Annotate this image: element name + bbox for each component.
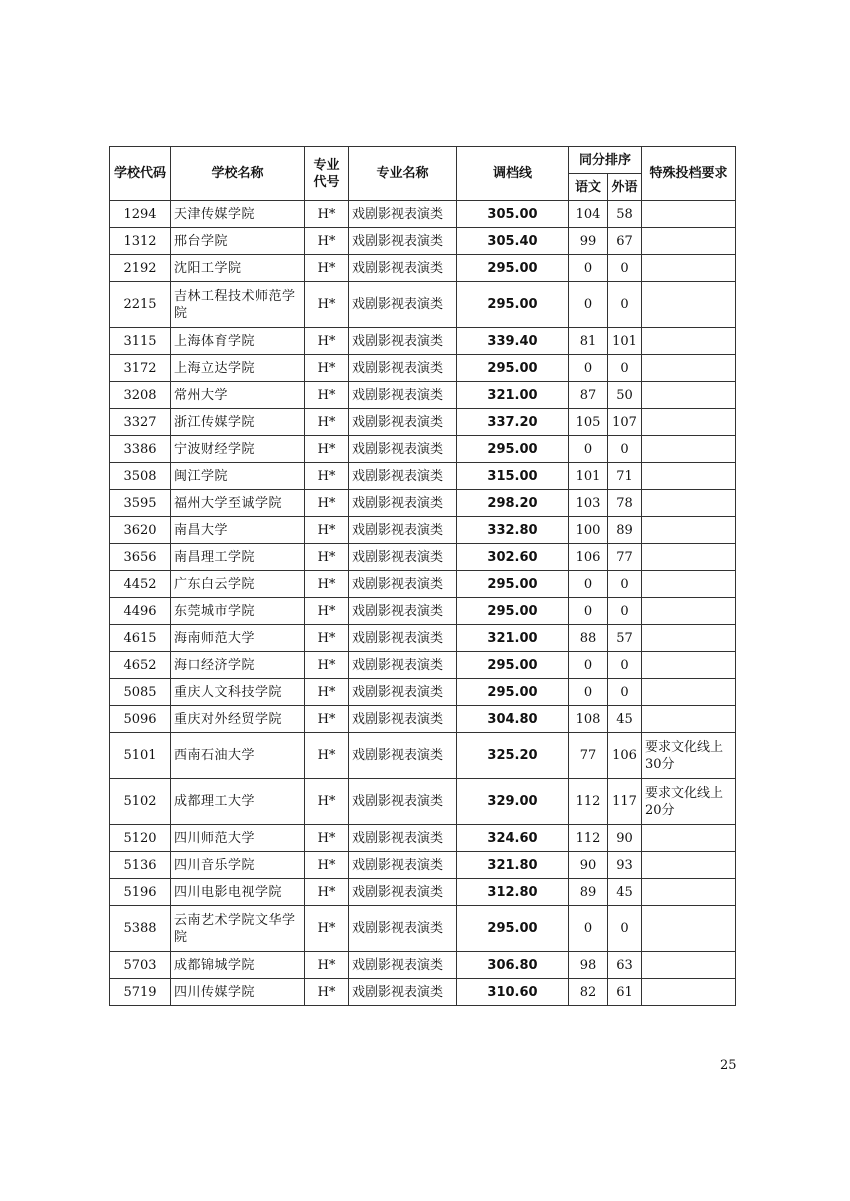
header-school-code: 学校代码 bbox=[110, 147, 171, 201]
chinese-rank-cell: 0 bbox=[569, 282, 608, 328]
school-name-cell: 吉林工程技术师范学院 bbox=[171, 282, 305, 328]
major-code-cell: H* bbox=[305, 463, 349, 490]
chinese-rank-cell: 106 bbox=[569, 544, 608, 571]
foreign-rank-cell: 0 bbox=[608, 679, 642, 706]
special-requirement-cell bbox=[642, 355, 736, 382]
special-requirement-cell: 要求文化线上20分 bbox=[642, 779, 736, 825]
special-requirement-cell bbox=[642, 825, 736, 852]
major-code-cell: H* bbox=[305, 355, 349, 382]
school-name-cell: 四川师范大学 bbox=[171, 825, 305, 852]
chinese-rank-cell: 82 bbox=[569, 979, 608, 1006]
major-name-cell: 戏剧影视表演类 bbox=[349, 906, 457, 952]
cutoff-score-cell: 305.40 bbox=[457, 228, 569, 255]
special-requirement-cell bbox=[642, 436, 736, 463]
school-name-cell: 成都理工大学 bbox=[171, 779, 305, 825]
table-row bbox=[110, 852, 736, 879]
table-row bbox=[110, 879, 736, 906]
school-code-cell: 3508 bbox=[110, 463, 171, 490]
table-row bbox=[110, 328, 736, 355]
special-requirement-cell bbox=[642, 382, 736, 409]
school-code-cell: 3595 bbox=[110, 490, 171, 517]
chinese-rank-cell: 104 bbox=[569, 201, 608, 228]
school-name-cell: 上海体育学院 bbox=[171, 328, 305, 355]
chinese-rank-cell: 98 bbox=[569, 952, 608, 979]
special-requirement-cell: 要求文化线上30分 bbox=[642, 733, 736, 779]
foreign-rank-cell: 90 bbox=[608, 825, 642, 852]
special-requirement-cell bbox=[642, 952, 736, 979]
major-name-cell: 戏剧影视表演类 bbox=[349, 463, 457, 490]
foreign-rank-cell: 0 bbox=[608, 282, 642, 328]
foreign-rank-cell: 57 bbox=[608, 625, 642, 652]
school-code-cell: 4496 bbox=[110, 598, 171, 625]
major-code-cell: H* bbox=[305, 979, 349, 1006]
table-row bbox=[110, 952, 736, 979]
cutoff-score-cell: 295.00 bbox=[457, 355, 569, 382]
table-row bbox=[110, 517, 736, 544]
school-code-cell: 1312 bbox=[110, 228, 171, 255]
major-code-cell: H* bbox=[305, 544, 349, 571]
table-row bbox=[110, 906, 736, 952]
special-requirement-cell bbox=[642, 598, 736, 625]
special-requirement-cell bbox=[642, 490, 736, 517]
major-code-cell: H* bbox=[305, 282, 349, 328]
cutoff-score-cell: 295.00 bbox=[457, 906, 569, 952]
major-name-cell: 戏剧影视表演类 bbox=[349, 852, 457, 879]
chinese-rank-cell: 77 bbox=[569, 733, 608, 779]
cutoff-score-cell: 329.00 bbox=[457, 779, 569, 825]
school-code-cell: 5085 bbox=[110, 679, 171, 706]
cutoff-score-cell: 295.00 bbox=[457, 679, 569, 706]
school-name-cell: 沈阳工学院 bbox=[171, 255, 305, 282]
special-requirement-cell bbox=[642, 409, 736, 436]
header-school-name: 学校名称 bbox=[171, 147, 305, 201]
major-code-cell: H* bbox=[305, 652, 349, 679]
school-name-cell: 西南石油大学 bbox=[171, 733, 305, 779]
major-name-cell: 戏剧影视表演类 bbox=[349, 382, 457, 409]
school-name-cell: 重庆人文科技学院 bbox=[171, 679, 305, 706]
major-name-cell: 戏剧影视表演类 bbox=[349, 979, 457, 1006]
major-code-cell: H* bbox=[305, 625, 349, 652]
foreign-rank-cell: 0 bbox=[608, 436, 642, 463]
school-code-cell: 5136 bbox=[110, 852, 171, 879]
cutoff-score-cell: 337.20 bbox=[457, 409, 569, 436]
special-requirement-cell bbox=[642, 328, 736, 355]
table-row bbox=[110, 625, 736, 652]
chinese-rank-cell: 100 bbox=[569, 517, 608, 544]
table-row bbox=[110, 490, 736, 517]
chinese-rank-cell: 90 bbox=[569, 852, 608, 879]
special-requirement-cell bbox=[642, 852, 736, 879]
major-code-cell: H* bbox=[305, 328, 349, 355]
chinese-rank-cell: 81 bbox=[569, 328, 608, 355]
school-code-cell: 5388 bbox=[110, 906, 171, 952]
major-code-cell: H* bbox=[305, 952, 349, 979]
cutoff-score-cell: 295.00 bbox=[457, 436, 569, 463]
school-code-cell: 4652 bbox=[110, 652, 171, 679]
school-code-cell: 3115 bbox=[110, 328, 171, 355]
school-name-cell: 云南艺术学院文华学院 bbox=[171, 906, 305, 952]
special-requirement-cell bbox=[642, 463, 736, 490]
table-row bbox=[110, 409, 736, 436]
major-code-cell: H* bbox=[305, 679, 349, 706]
cutoff-score-cell: 324.60 bbox=[457, 825, 569, 852]
foreign-rank-cell: 89 bbox=[608, 517, 642, 544]
major-name-cell: 戏剧影视表演类 bbox=[349, 598, 457, 625]
cutoff-score-cell: 321.80 bbox=[457, 852, 569, 879]
foreign-rank-cell: 0 bbox=[608, 355, 642, 382]
major-code-cell: H* bbox=[305, 436, 349, 463]
school-name-cell: 上海立达学院 bbox=[171, 355, 305, 382]
header-foreign: 外语 bbox=[608, 174, 642, 201]
school-code-cell: 2215 bbox=[110, 282, 171, 328]
major-name-cell: 戏剧影视表演类 bbox=[349, 544, 457, 571]
chinese-rank-cell: 101 bbox=[569, 463, 608, 490]
chinese-rank-cell: 112 bbox=[569, 825, 608, 852]
foreign-rank-cell: 0 bbox=[608, 598, 642, 625]
special-requirement-cell bbox=[642, 706, 736, 733]
table-row bbox=[110, 201, 736, 228]
header-major-name: 专业名称 bbox=[349, 147, 457, 201]
school-name-cell: 成都锦城学院 bbox=[171, 952, 305, 979]
major-code-cell: H* bbox=[305, 571, 349, 598]
table-row bbox=[110, 382, 736, 409]
major-name-cell: 戏剧影视表演类 bbox=[349, 571, 457, 598]
school-name-cell: 天津传媒学院 bbox=[171, 201, 305, 228]
table-row bbox=[110, 571, 736, 598]
cutoff-score-cell: 325.20 bbox=[457, 733, 569, 779]
table-row bbox=[110, 255, 736, 282]
chinese-rank-cell: 0 bbox=[569, 436, 608, 463]
cutoff-score-cell: 306.80 bbox=[457, 952, 569, 979]
page-number: 25 bbox=[720, 1058, 737, 1073]
major-name-cell: 戏剧影视表演类 bbox=[349, 517, 457, 544]
cutoff-score-cell: 339.40 bbox=[457, 328, 569, 355]
foreign-rank-cell: 0 bbox=[608, 255, 642, 282]
cutoff-score-cell: 312.80 bbox=[457, 879, 569, 906]
table-body bbox=[110, 201, 736, 1006]
chinese-rank-cell: 87 bbox=[569, 382, 608, 409]
foreign-rank-cell: 58 bbox=[608, 201, 642, 228]
foreign-rank-cell: 0 bbox=[608, 906, 642, 952]
chinese-rank-cell: 108 bbox=[569, 706, 608, 733]
school-name-cell: 浙江传媒学院 bbox=[171, 409, 305, 436]
school-code-cell: 5102 bbox=[110, 779, 171, 825]
chinese-rank-cell: 89 bbox=[569, 879, 608, 906]
foreign-rank-cell: 50 bbox=[608, 382, 642, 409]
foreign-rank-cell: 63 bbox=[608, 952, 642, 979]
special-requirement-cell bbox=[642, 544, 736, 571]
major-code-cell: H* bbox=[305, 409, 349, 436]
major-code-cell: H* bbox=[305, 382, 349, 409]
school-name-cell: 广东白云学院 bbox=[171, 571, 305, 598]
table-row bbox=[110, 598, 736, 625]
special-requirement-cell bbox=[642, 879, 736, 906]
major-name-cell: 戏剧影视表演类 bbox=[349, 490, 457, 517]
header-major-code: 专业代号 bbox=[305, 147, 349, 201]
school-name-cell: 南昌理工学院 bbox=[171, 544, 305, 571]
special-requirement-cell bbox=[642, 625, 736, 652]
school-name-cell: 邢台学院 bbox=[171, 228, 305, 255]
chinese-rank-cell: 0 bbox=[569, 679, 608, 706]
foreign-rank-cell: 0 bbox=[608, 571, 642, 598]
cutoff-score-cell: 321.00 bbox=[457, 382, 569, 409]
special-requirement-cell bbox=[642, 282, 736, 328]
special-requirement-cell bbox=[642, 228, 736, 255]
cutoff-score-cell: 295.00 bbox=[457, 598, 569, 625]
foreign-rank-cell: 0 bbox=[608, 652, 642, 679]
school-code-cell: 4615 bbox=[110, 625, 171, 652]
major-name-cell: 戏剧影视表演类 bbox=[349, 355, 457, 382]
school-code-cell: 2192 bbox=[110, 255, 171, 282]
school-name-cell: 四川电影电视学院 bbox=[171, 879, 305, 906]
table-row bbox=[110, 679, 736, 706]
chinese-rank-cell: 0 bbox=[569, 355, 608, 382]
table-row bbox=[110, 282, 736, 328]
school-name-cell: 常州大学 bbox=[171, 382, 305, 409]
school-name-cell: 东莞城市学院 bbox=[171, 598, 305, 625]
table-row bbox=[110, 463, 736, 490]
cutoff-score-cell: 310.60 bbox=[457, 979, 569, 1006]
major-code-cell: H* bbox=[305, 706, 349, 733]
school-name-cell: 重庆对外经贸学院 bbox=[171, 706, 305, 733]
school-code-cell: 3172 bbox=[110, 355, 171, 382]
table-row bbox=[110, 355, 736, 382]
chinese-rank-cell: 0 bbox=[569, 652, 608, 679]
school-name-cell: 宁波财经学院 bbox=[171, 436, 305, 463]
major-name-cell: 戏剧影视表演类 bbox=[349, 328, 457, 355]
school-name-cell: 海南师范大学 bbox=[171, 625, 305, 652]
school-code-cell: 1294 bbox=[110, 201, 171, 228]
table-row bbox=[110, 706, 736, 733]
foreign-rank-cell: 61 bbox=[608, 979, 642, 1006]
table-row bbox=[110, 979, 736, 1006]
school-code-cell: 3208 bbox=[110, 382, 171, 409]
school-code-cell: 4452 bbox=[110, 571, 171, 598]
chinese-rank-cell: 103 bbox=[569, 490, 608, 517]
cutoff-score-cell: 305.00 bbox=[457, 201, 569, 228]
school-code-cell: 5703 bbox=[110, 952, 171, 979]
major-code-cell: H* bbox=[305, 733, 349, 779]
major-name-cell: 戏剧影视表演类 bbox=[349, 779, 457, 825]
major-code-cell: H* bbox=[305, 825, 349, 852]
special-requirement-cell bbox=[642, 201, 736, 228]
major-code-cell: H* bbox=[305, 598, 349, 625]
foreign-rank-cell: 67 bbox=[608, 228, 642, 255]
cutoff-score-cell: 315.00 bbox=[457, 463, 569, 490]
foreign-rank-cell: 117 bbox=[608, 779, 642, 825]
school-name-cell: 闽江学院 bbox=[171, 463, 305, 490]
special-requirement-cell bbox=[642, 571, 736, 598]
school-code-cell: 5196 bbox=[110, 879, 171, 906]
major-name-cell: 戏剧影视表演类 bbox=[349, 201, 457, 228]
school-code-cell: 5101 bbox=[110, 733, 171, 779]
special-requirement-cell bbox=[642, 979, 736, 1006]
school-code-cell: 3386 bbox=[110, 436, 171, 463]
cutoff-score-cell: 295.00 bbox=[457, 255, 569, 282]
foreign-rank-cell: 45 bbox=[608, 706, 642, 733]
foreign-rank-cell: 45 bbox=[608, 879, 642, 906]
cutoff-score-cell: 295.00 bbox=[457, 652, 569, 679]
foreign-rank-cell: 71 bbox=[608, 463, 642, 490]
major-name-cell: 戏剧影视表演类 bbox=[349, 679, 457, 706]
foreign-rank-cell: 106 bbox=[608, 733, 642, 779]
chinese-rank-cell: 0 bbox=[569, 598, 608, 625]
table-row bbox=[110, 779, 736, 825]
cutoff-score-cell: 321.00 bbox=[457, 625, 569, 652]
major-name-cell: 戏剧影视表演类 bbox=[349, 733, 457, 779]
major-name-cell: 戏剧影视表演类 bbox=[349, 228, 457, 255]
cutoff-score-cell: 295.00 bbox=[457, 282, 569, 328]
major-code-cell: H* bbox=[305, 879, 349, 906]
major-name-cell: 戏剧影视表演类 bbox=[349, 879, 457, 906]
school-code-cell: 3656 bbox=[110, 544, 171, 571]
major-name-cell: 戏剧影视表演类 bbox=[349, 706, 457, 733]
major-name-cell: 戏剧影视表演类 bbox=[349, 825, 457, 852]
school-code-cell: 5120 bbox=[110, 825, 171, 852]
major-code-cell: H* bbox=[305, 255, 349, 282]
major-code-cell: H* bbox=[305, 228, 349, 255]
header-tie-order: 同分排序 bbox=[569, 147, 642, 174]
special-requirement-cell bbox=[642, 652, 736, 679]
school-code-cell: 5719 bbox=[110, 979, 171, 1006]
table-row bbox=[110, 652, 736, 679]
major-code-cell: H* bbox=[305, 852, 349, 879]
table-row bbox=[110, 544, 736, 571]
table-row bbox=[110, 733, 736, 779]
admission-table bbox=[109, 146, 736, 1006]
major-name-cell: 戏剧影视表演类 bbox=[349, 952, 457, 979]
cutoff-score-cell: 298.20 bbox=[457, 490, 569, 517]
school-code-cell: 5096 bbox=[110, 706, 171, 733]
foreign-rank-cell: 78 bbox=[608, 490, 642, 517]
major-code-cell: H* bbox=[305, 201, 349, 228]
foreign-rank-cell: 93 bbox=[608, 852, 642, 879]
chinese-rank-cell: 112 bbox=[569, 779, 608, 825]
table-row bbox=[110, 436, 736, 463]
school-name-cell: 福州大学至诚学院 bbox=[171, 490, 305, 517]
cutoff-score-cell: 302.60 bbox=[457, 544, 569, 571]
header-cutoff: 调档线 bbox=[457, 147, 569, 201]
chinese-rank-cell: 0 bbox=[569, 571, 608, 598]
cutoff-score-cell: 332.80 bbox=[457, 517, 569, 544]
chinese-rank-cell: 105 bbox=[569, 409, 608, 436]
chinese-rank-cell: 88 bbox=[569, 625, 608, 652]
header-special: 特殊投档要求 bbox=[642, 147, 736, 201]
foreign-rank-cell: 77 bbox=[608, 544, 642, 571]
header-chinese: 语文 bbox=[569, 174, 608, 201]
major-name-cell: 戏剧影视表演类 bbox=[349, 409, 457, 436]
foreign-rank-cell: 101 bbox=[608, 328, 642, 355]
major-name-cell: 戏剧影视表演类 bbox=[349, 625, 457, 652]
school-name-cell: 南昌大学 bbox=[171, 517, 305, 544]
table-row bbox=[110, 228, 736, 255]
major-code-cell: H* bbox=[305, 779, 349, 825]
special-requirement-cell bbox=[642, 517, 736, 544]
table-row bbox=[110, 825, 736, 852]
school-name-cell: 四川传媒学院 bbox=[171, 979, 305, 1006]
foreign-rank-cell: 107 bbox=[608, 409, 642, 436]
major-code-cell: H* bbox=[305, 906, 349, 952]
school-code-cell: 3327 bbox=[110, 409, 171, 436]
major-name-cell: 戏剧影视表演类 bbox=[349, 282, 457, 328]
chinese-rank-cell: 0 bbox=[569, 906, 608, 952]
chinese-rank-cell: 99 bbox=[569, 228, 608, 255]
major-name-cell: 戏剧影视表演类 bbox=[349, 255, 457, 282]
special-requirement-cell bbox=[642, 906, 736, 952]
school-name-cell: 海口经济学院 bbox=[171, 652, 305, 679]
school-name-cell: 四川音乐学院 bbox=[171, 852, 305, 879]
special-requirement-cell bbox=[642, 255, 736, 282]
special-requirement-cell bbox=[642, 679, 736, 706]
school-code-cell: 3620 bbox=[110, 517, 171, 544]
major-name-cell: 戏剧影视表演类 bbox=[349, 652, 457, 679]
major-code-cell: H* bbox=[305, 517, 349, 544]
major-code-cell: H* bbox=[305, 490, 349, 517]
major-name-cell: 戏剧影视表演类 bbox=[349, 436, 457, 463]
chinese-rank-cell: 0 bbox=[569, 255, 608, 282]
cutoff-score-cell: 304.80 bbox=[457, 706, 569, 733]
cutoff-score-cell: 295.00 bbox=[457, 571, 569, 598]
